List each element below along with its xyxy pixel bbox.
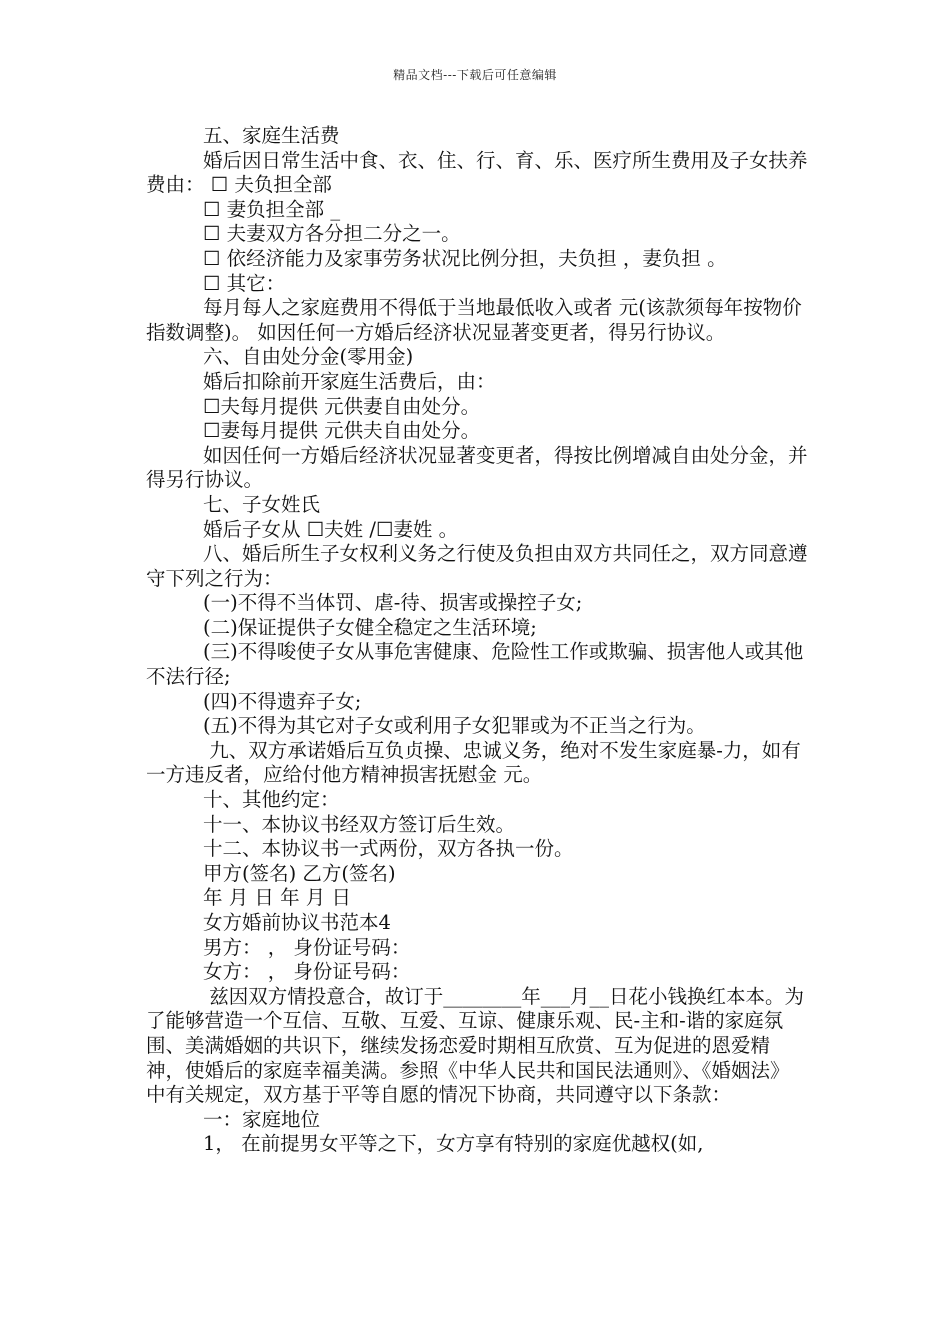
paragraph: ☐ 夫妻双方各分担二分之一。 <box>203 222 461 246</box>
paragraph: 十一、本协议书经双方签订后生效。 <box>203 812 516 836</box>
paragraph: 七、子女姓氏 <box>203 492 321 516</box>
paragraph: 兹因双方情投意合，故订于________年___月__日花小钱换红本本。为了能够营造一个互信、互敬、互爱、互谅、健康乐观、民-主和-谐的家庭氛围、美满婚姻的共识下，继续发扬恋爱时期相互欣赏、互为促进的恩爱精神，使婚后的家庭幸福美满。参照《中华人民共和国民法通则》、《婚姻法》中有关规定，双方基于平等自愿的情况下协商，共同遵守以下条款： <box>146 984 804 1107</box>
paragraph: 六、自由处分金(零用金) <box>203 345 414 369</box>
paragraph: 女方婚前协议书范本4 <box>203 911 391 934</box>
paragraph: 甲方(签名) 乙方(签名) <box>203 861 396 885</box>
paragraph: 婚后因日常生活中食、衣、住、行、育、乐、医疗所生费用及子女扶养费由： ☐ 夫负担全部 <box>146 148 808 197</box>
paragraph: ☐ 妻负担全部 _ <box>203 197 341 221</box>
paragraph: 婚后扣除前开家庭生活费后，由： <box>203 369 496 393</box>
page-header: 精品文档---下载后可任意编辑 <box>393 68 557 82</box>
paragraph: 婚后子女从 ☐夫姓 /☐妻姓 。 <box>203 517 459 541</box>
paragraph: 男方： ， 身份证号码： <box>203 935 411 959</box>
paragraph: 一：家庭地位 <box>203 1107 321 1131</box>
paragraph: ☐妻每月提供 元供夫自由处分。 <box>203 419 481 443</box>
paragraph: 年 月 日 年 月 日 <box>203 886 351 910</box>
paragraph: (五)不得为其它对子女或利用子女犯罪或为不正当之行为。 <box>203 714 706 738</box>
document-body <box>146 124 808 1157</box>
paragraph: 五、家庭生活费 <box>203 124 340 147</box>
paragraph: ☐ 依经济能力及家事劳务状况比例分担，夫负担 ，妻负担 。 <box>203 246 727 270</box>
paragraph: ☐ 其它： <box>203 271 286 295</box>
paragraph: 十、其他约定： <box>203 788 340 812</box>
paragraph: (三)不得唆使子女从事危害健康、危险性工作或欺骗、损害他人或其他不法行径; <box>146 640 804 689</box>
paragraph: 每月每人之家庭费用不得低于当地最低收入或者 元(该款须每年按物价指数调整)。 如因任何一方婚后经济状况显著变更者，得另行协议。 <box>146 296 802 344</box>
paragraph: 八、婚后所生子女权利义务之行使及负担由双方共同任之，双方同意遵守下列之行为： <box>146 542 808 590</box>
paragraph: 九、双方承诺婚后互负贞操、忠诚义务，绝对不发生家庭暴-力，如有一方违反者，应给付他方精神损害抚慰金 元。 <box>146 738 801 787</box>
paragraph: 1， 在前提男女平等之下，女方享有特别的家庭优越权(如, <box>203 1132 704 1156</box>
paragraph: 如因任何一方婚后经济状况显著变更者，得按比例增减自由处分金，并得另行协议。 <box>146 443 808 492</box>
paragraph: (二)保证提供子女健全稳定之生活环境; <box>203 615 537 639</box>
paragraph: (四)不得遗弃子女; <box>203 689 362 713</box>
paragraph: ☐夫每月提供 元供妻自由处分。 <box>203 394 481 418</box>
paragraph: 十二、本协议书一式两份，双方各执一份。 <box>203 837 574 861</box>
paragraph: 女方： ， 身份证号码： <box>203 960 411 984</box>
paragraph: (一)不得不当体罚、虐-待、损害或操控子女; <box>203 591 583 615</box>
